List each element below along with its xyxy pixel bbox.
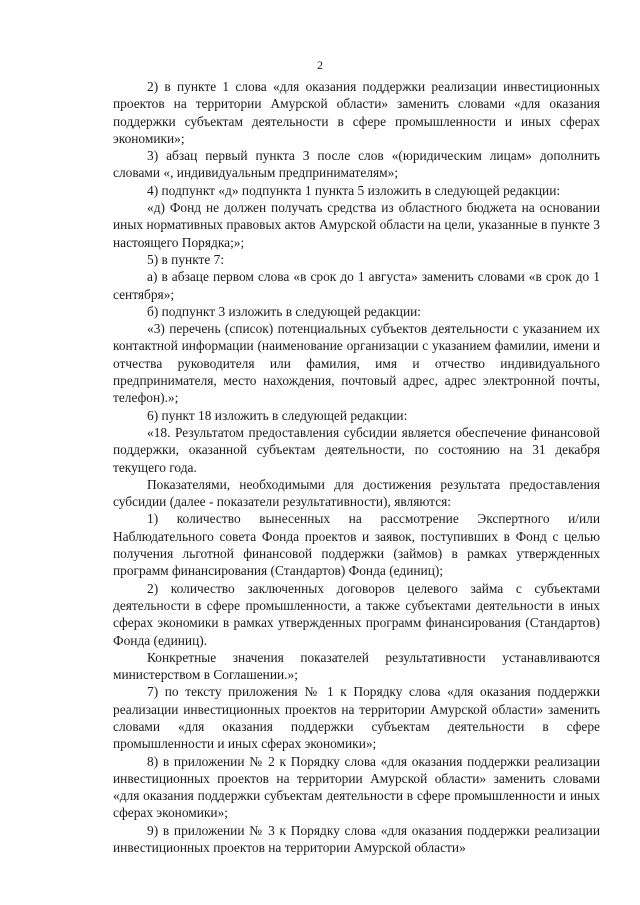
paragraph-item-6: 6) пункт 18 изложить в следующей редакции: — [147, 407, 408, 423]
paragraph-item-4: 4) подпункт «д» подпункта 1 пункта 5 изложить в следующей редакции: — [147, 182, 561, 198]
paragraph-item-5b: б) подпункт 3 изложить в следующей редакции: — [147, 303, 422, 319]
paragraph-item-2: 2) в пункте 1 слова «для оказания поддержки реализации инвестиционных проектов на территории Амурской области» заменить словами «для оказания поддержки субъектам деятельности в сфере промышленности и иных сферах экономики»; — [113, 79, 600, 146]
paragraph-quote-18: «18. Результатом предоставления субсидии является обеспечение финансовой поддержки, оказанной субъектам деятельности, по состоянию на 31 декабря текущего года. — [113, 424, 600, 475]
paragraph-indicator-1: 1) количество вынесенных на рассмотрение Экспертного и/или Наблюдательного совета Фонда проектов и заявок, поступивших в Фонд с целью получения льготной финансовой поддержки (займов) в рамках утвержденных программ финансирования (Стандартов) Фонда (единиц); — [113, 511, 600, 579]
paragraph-item-7: 7) по тексту приложения № 1 к Порядку слова «для оказания поддержки реализации инвестиционных проектов на территории Амурской области» заменить словами «для оказания поддержки субъектам деятельности в сфере промышленности и иных сферах экономики»; — [113, 684, 600, 752]
paragraph-specific-values: Конкретные значения показателей результативности устанавливаются министерством в Соглашении.»; — [113, 649, 600, 683]
paragraph-item-5: 5) в пункте 7: — [147, 251, 225, 267]
paragraph-indicators: Показателями, необходимыми для достижения результата предоставления субсидии (далее - показатели результативности), являются: — [113, 476, 600, 510]
paragraph-item-5a: а) в абзаце первом слова «в срок до 1 августа» заменить словами «в срок до 1 сентября»; — [113, 269, 600, 302]
document-body — [113, 78, 600, 856]
paragraph-item-9: 9) в приложении № 3 к Порядку слова «для оказания поддержки реализации инвестиционных проектов на территории Амурской области» — [113, 822, 600, 856]
paragraph-quote-3: «3) перечень (список) потенциальных субъектов деятельности с указанием их контактной информации (наименование организации с указанием фамилии, имени и отчества руководителя или фамилия, имя и отчество индивидуального предпринимателя, место нахождения, почтовый адрес, адрес электронной почты, телефон).»; — [113, 321, 600, 406]
paragraph-item-3: 3) абзац первый пункта 3 после слов «(юридическим лицам» дополнить словами «, индивидуальным предпринимателям»; — [113, 148, 600, 181]
paragraph-item-8: 8) в приложении № 2 к Порядку слова «для оказания поддержки реализации инвестиционных проектов на территории Амурской области» заменить словами «для оказания поддержки субъектам деятельности в сфере промышленности и иных сферах экономики»; — [113, 753, 600, 821]
paragraph-indicator-2: 2) количество заключенных договоров целевого займа с субъектами деятельности в сфере промышленности, а также субъектами деятельности в иных сферах экономики в рамках утвержденных программ финансирования (Стандартов) Фонда (единиц). — [113, 580, 600, 648]
page-number: 2 — [317, 58, 323, 72]
paragraph-quote-d: «д) Фонд не должен получать средства из областного бюджета на основании иных нормативных правовых актов Амурской области на цели, указанные в пункте 3 настоящего Порядка;»; — [113, 200, 600, 250]
